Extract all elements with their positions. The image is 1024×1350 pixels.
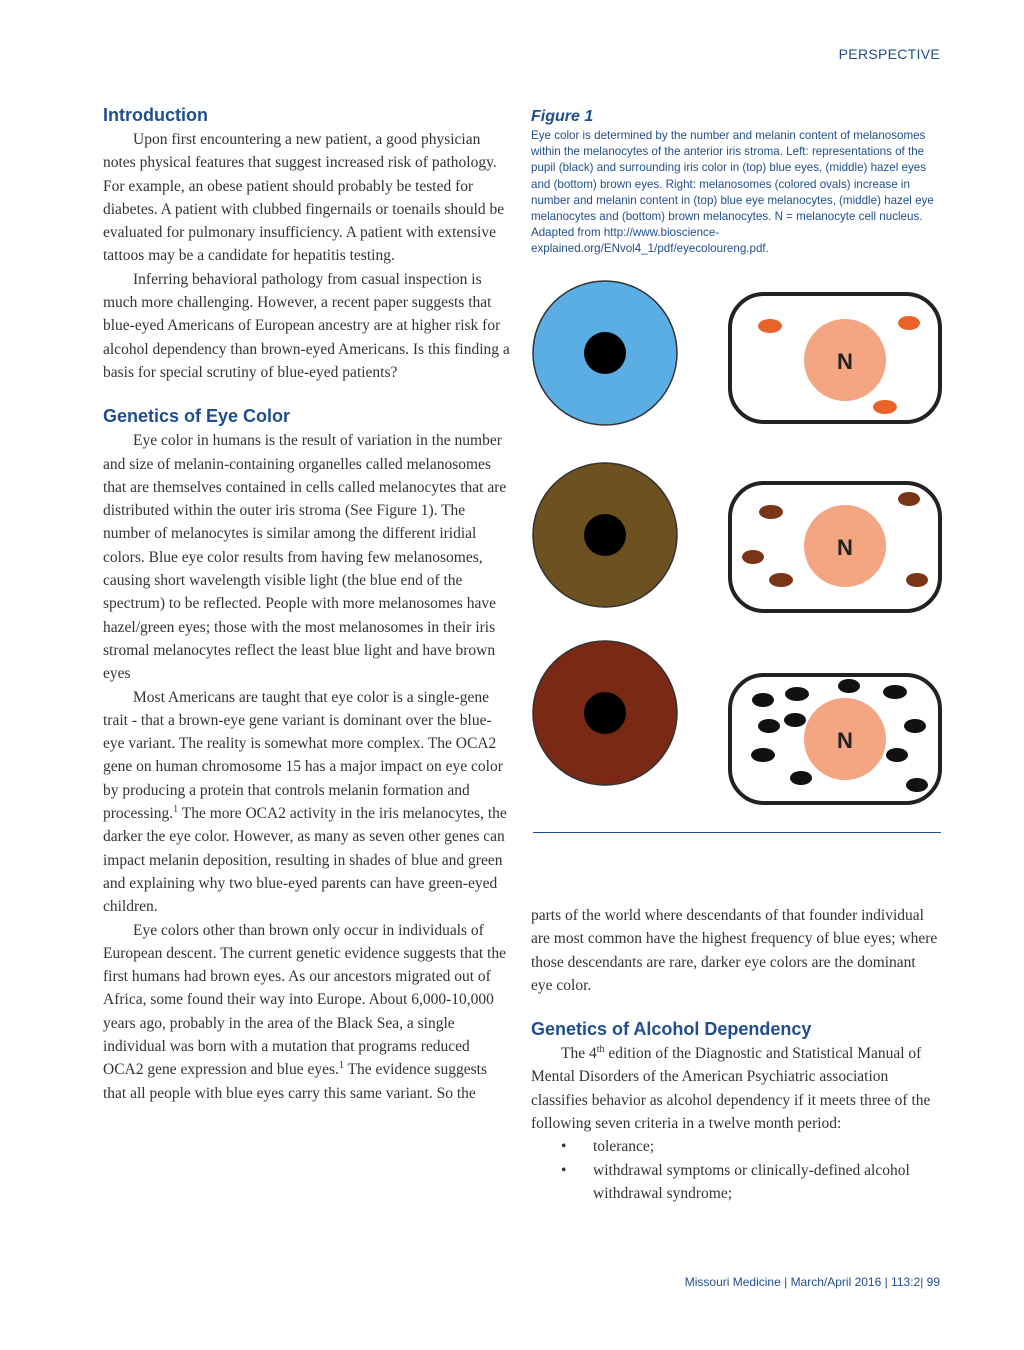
melanosome [758,719,780,733]
genetics-eye-paragraph-2 [103,686,513,919]
figure-caption: Eye color is determined by the number and melanin content of melanosomes within the melanocytes of the anterior iris stroma. Left: representations of the pupil (black) and surrounding iris color in (top) blue eyes, (middle) hazel eyes and (bottom) brown eyes. Right: melanosomes (colored ovals) increase in number and melanin content in (top) blue eye melanocytes, (middle) hazel eye melanocytes and (bottom) brown melanocytes. N = melanocyte cell nucleus. Adapted from http://www.bioscience-explained.org/ENvol4_1/pdf/eyecoloureng.pdf. [531,129,934,256]
bullet-icon: • [561,1161,567,1179]
melanosome [759,505,783,519]
right-column [531,904,941,1205]
melanosome [758,319,782,333]
melanosome [838,679,860,693]
melanosome [784,713,806,727]
pupil [584,332,626,374]
melanosome [898,492,920,506]
text-run: edition of the Diagnostic and Statistical Manual of Mental Disorders of the American Psychiatric association classifies behavior as alcohol dependency if it meets three of the following seven criteria in a twelve month period: [531,1045,931,1133]
melanosome [873,400,897,414]
figure-1-block [531,108,941,258]
nucleus-label: N [837,728,853,753]
melanosome [906,778,928,792]
pupil [584,692,626,734]
melanosome [769,573,793,587]
text-run: Eye colors other than brown only occur in individuals of European descent. The current genetic evidence suggests that the first humans had brown eyes. As our ancestors migrated out of Africa, some found their way into Europe. About 6,000-10,000 years ago, probably in the area of the Black Sea, a single individual was born with a mutation that programs reduced OCA2 gene expression and blue eyes. [103,921,506,1079]
text-run: Most Americans are taught that eye color is a single-gene trait - that a brown-eye gene variant is dominant over the blue-eye variant. The reality is somewhat more complex. The OCA2 gene on human chromosome 15 has a major impact on eye color by producing a protein that controls melanin formation and processing. [103,688,503,823]
melanosome [742,550,764,564]
left-column [103,105,513,1105]
nucleus-label: N [837,535,853,560]
genetics-eye-paragraph-1: Eye color in humans is the result of variation in the number and size of melanin-containing organelles called melanosomes that are themselves contained in cells called melanocytes that are distributed within the outer iris stroma (See Figure 1). The number of melanocytes is similar among the different iridial colors. Blue eye color results from having few melanosomes, causing short wavelength visible light (the blue end of the spectrum) to be reflected. People with more melanosomes have hazel/green eyes; those with the most melanosomes in their iris stromal melanocytes reflect the least blue light and have brown eyes [103,432,507,683]
genetics-alcohol-paragraph-1 [531,1042,941,1135]
list-item [531,1135,941,1158]
intro-paragraph-1: Upon first encountering a new patient, a good physician notes physical features that suggest increased risk of pathology. For example, an obese patient should probably be tested for diabetes. A patient with clubbed fingernails or toenails should be evaluated for pulmonary insufficiency. A patient with extensive tattoos may be a candidate for hepatitis testing. [103,131,505,265]
melanosome [883,685,907,699]
genetics-eye-paragraph-3 [103,919,513,1105]
melanosome [886,748,908,762]
genetics-eye-heading: Genetics of Eye Color [103,406,291,427]
criterion-text: tolerance; [593,1138,655,1156]
reference-marker: 1 [173,803,179,815]
intro-paragraph-2: Inferring behavioral pathology from casual inspection is much more challenging. However, a recent paper suggests that blue-eyed Americans of European ancestry are at higher risk for alcohol dependency than brown-eyed Americans. Is this finding a basis for special scrutiny of blue-eyed patients? [103,270,510,381]
melanosome [898,316,920,330]
melanosome [906,573,928,587]
criteria-list [531,1135,941,1205]
reference-marker: 1 [338,1060,344,1072]
figure-divider [533,832,941,833]
figure-title: Figure 1 [531,108,594,125]
text-run: The evidence suggests that all people with blue eyes carry this same variant. So the [103,1061,487,1102]
eye-color-illustration [525,280,945,825]
melanosome [751,748,775,762]
text-run: The more OCA2 activity in the iris melanocytes, the darker the eye color. However, as many as seven other genes can impact melanin deposition, resulting in shades of blue and green and explaining why two blue-eyed parents can have green-eyed children. [103,805,507,916]
melanosome [904,719,926,733]
list-item [531,1159,941,1206]
introduction-heading: Introduction [103,105,208,125]
section-label: PERSPECTIVE [838,46,940,62]
melanosome [785,687,809,701]
nucleus-label: N [837,349,853,374]
genetics-eye-paragraph-4: parts of the world where descendants of that founder individual are most common have the highest frequency of blue eyes; where those descendants are rare, darker eye colors are the dominant eye color. [531,907,938,994]
pupil [584,514,626,556]
ordinal-suffix: th [596,1044,605,1056]
text-run: The 4 [561,1045,597,1063]
criterion-text: withdrawal symptoms or clinically-defined alcohol withdrawal syndrome; [593,1161,910,1202]
melanosome [790,771,812,785]
melanosome [752,693,774,707]
genetics-alcohol-heading: Genetics of Alcohol Dependency [531,1019,812,1040]
bullet-icon: • [561,1138,567,1156]
page-footer: Missouri Medicine | March/April 2016 | 113:2| 99 [684,1275,940,1289]
